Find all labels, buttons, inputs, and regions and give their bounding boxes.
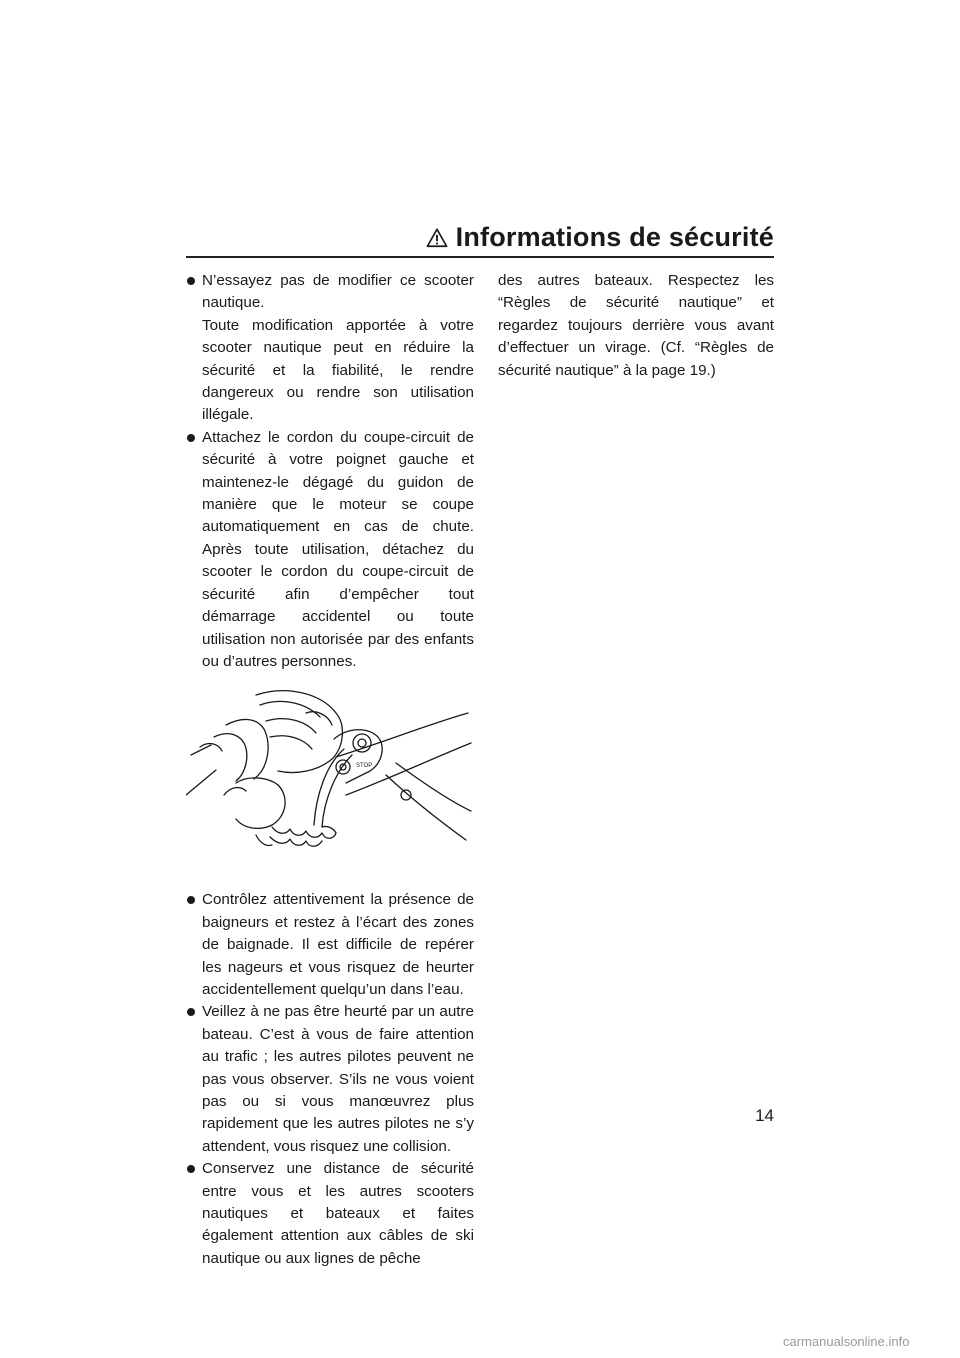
warning-triangle-icon xyxy=(426,227,448,249)
bullet-item xyxy=(186,1158,474,1270)
bullet-text: Contrôlez attentivement la présence de baigneurs et restez à l’écart des zones de baignade. Il est difficile de repérer les nageurs et vous risquez de heurter accidentellement quelqu’un dans l’eau. xyxy=(202,891,474,998)
page-number: 14 xyxy=(755,1106,774,1125)
bullet-item xyxy=(186,427,474,673)
page-header xyxy=(186,222,774,258)
bullet-text: Attachez le cordon du coupe-circuit de sécurité à votre poignet gauche et maintenez-le dégagé du guidon de manière que le moteur se coupe automatiquement en cas de chute. Après toute utilisation, détachez du scooter le cordon du coupe-circuit de sécurité afin d’empêcher tout démarrage accidentel ou toute utilisation non autorisée par des enfants ou d’autres personnes. xyxy=(202,428,474,670)
stop-label: STOP xyxy=(356,763,373,770)
watermark-logo: carmanualsonline.info xyxy=(783,1334,910,1349)
right-column xyxy=(498,270,774,382)
bullet-item xyxy=(186,270,474,427)
illustration-lanyard-wrist xyxy=(186,685,474,875)
lanyard-illustration xyxy=(186,685,474,875)
header-title-group xyxy=(426,222,774,253)
bullet-text: Toute modification apportée à votre scooter nautique peut en réduire la sécurité et la fiabilité, le rendre dangereux ou rendre son utilisation illégale. xyxy=(202,316,474,424)
page-title: Informations de sécurité xyxy=(455,222,774,252)
bullet-item xyxy=(186,889,474,1001)
bullet-text: Veillez à ne pas être heurté par un autre bateau. C’est à vous de faire attention au trafic ; les autres pilotes peuvent ne pas vous observer. S’ils ne vous voient pas ou si vous manœuvrez plus rapidement que les autres pilotes ne s’y attendent, vous risquez une collision. xyxy=(202,1003,474,1155)
bullet-text: N’essayez pas de modifier ce scooter nautique. xyxy=(202,272,474,312)
bullet-item xyxy=(186,1001,474,1158)
left-column xyxy=(186,270,474,1270)
continuation-text: des autres bateaux. Respectez les “Règles de sécurité nautique” et regardez toujours derrière vous avant d’effectuer un virage. (Cf. “Règles de sécurité nautique” à la page 19.) xyxy=(498,272,774,379)
bullet-text: Conservez une distance de sécurité entre vous et les autres scooters nautiques et bateaux et faites également attention aux câbles de ski nautique ou aux lignes de pêche xyxy=(202,1160,474,1267)
